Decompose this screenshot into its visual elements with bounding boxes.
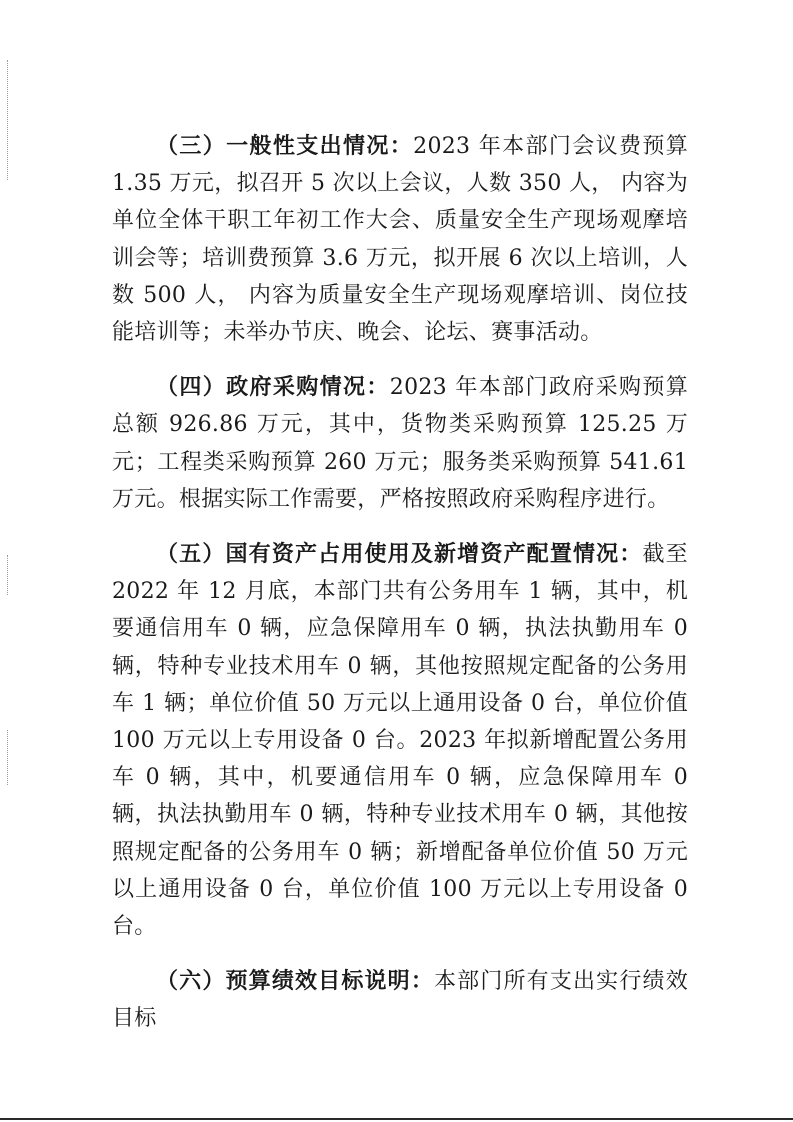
scan-edge-marks-top xyxy=(7,60,10,180)
paragraph-text: 本部门所有支出实行绩效目标 xyxy=(112,969,688,1032)
document-body xyxy=(112,128,688,1038)
scan-bottom-edge xyxy=(0,1118,793,1120)
scan-edge-marks-lower xyxy=(7,730,10,785)
scan-edge-marks-middle xyxy=(7,555,10,595)
paragraph-state-assets xyxy=(112,536,688,945)
paragraph-text: 2023 年本部门会议费预算 1.35 万元，拟召开 5 次以上会议，人数 350 人， 内容为单位全体干职工年初工作大会、质量安全生产现场观摩培训会等；培训费预算 3.6 万元，拟开展 6 次以上培训，人数 500 人， 内容为质量安全生产现场观摩培训、岗位技能培训等；未举办节庆、晚会、论坛、赛事活动。 xyxy=(112,134,688,346)
paragraph-text: 2023 年本部门政府采购预算总额 926.86 万元，其中，货物类采购预算 125.25 万元；工程类采购预算 260 万元；服务类采购预算 541.61 万元。根据实际工作需要，严格按照政府采购程序进行。 xyxy=(112,375,688,512)
paragraph-general-expenditure xyxy=(112,128,688,351)
section-heading: （六）预算绩效目标说明： xyxy=(156,968,435,995)
paragraph-government-procurement xyxy=(112,369,688,518)
paragraph-text: 截至 2022 年 12 月底，本部门共有公务用车 1 辆，其中，机要通信用车 0 辆，应急保障用车 0 辆，执法执勤用车 0 辆，特种专业技术用车 0 辆，其他按照规定配备的公务用车 1 辆；单位价值 50 万元以上通用设备 0 台，单位价值 100 万元以上专用设备 0 台。2023 年拟新增配置公务用车 0 辆，其中，机要通信用车 0 辆，应急保障用车 0 辆，执法执勤用车 0 辆，特种专业技术用车 0 辆，其他按照规定配备的公务用车 0 辆；新增配备单位价值 50 万元以上通用设备 0 台，单位价值 100 万元以上专用设备 0 台。 xyxy=(112,542,688,940)
paragraph-performance-goals xyxy=(112,963,688,1037)
section-heading: （五）国有资产占用使用及新增资产配置情况： xyxy=(156,541,643,568)
section-heading: （四）政府采购情况： xyxy=(156,374,390,401)
section-heading: （三）一般性支出情况： xyxy=(156,133,414,159)
